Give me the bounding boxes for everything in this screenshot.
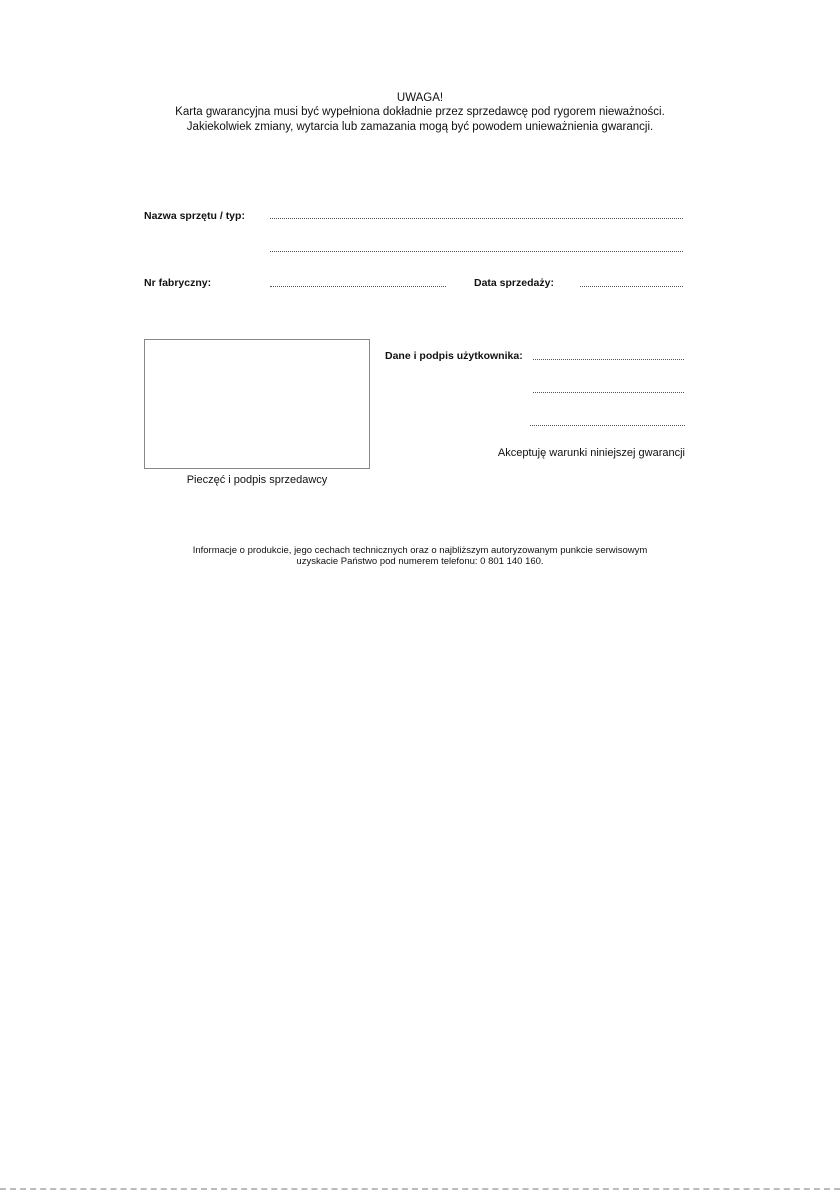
user-data-field-line-2[interactable] xyxy=(533,392,684,393)
seller-stamp-box[interactable] xyxy=(144,339,370,469)
notice-title: UWAGA! xyxy=(396,92,444,104)
sale-date-label: Data sprzedaży: xyxy=(474,277,554,289)
user-data-field-line-3[interactable] xyxy=(530,425,685,426)
serial-number-label: Nr fabryczny: xyxy=(144,277,212,289)
user-data-label: Dane i podpis użytkownika: xyxy=(385,350,523,362)
sale-date-field[interactable] xyxy=(580,286,683,287)
equipment-label: Nazwa sprzętu / typ: xyxy=(144,210,245,222)
notice-line-1: Karta gwarancyjna musi być wypełniona dokładnie przez sprzedawcę pod rygorem nieważności. xyxy=(175,106,665,118)
serial-number-field[interactable] xyxy=(270,286,446,287)
equipment-field-line-2[interactable] xyxy=(270,251,683,252)
user-data-field-line-1[interactable] xyxy=(533,359,684,360)
page-bottom-edge xyxy=(0,1188,840,1190)
footer-info-line-2: uzyskacie Państwo pod numerem telefonu: 0 801 140 160. xyxy=(296,556,544,567)
equipment-field-line-1[interactable] xyxy=(270,218,683,219)
footer-info-line-1: Informacje o produkcie, jego cechach technicznych oraz o najbliższym autoryzowanym punkcie serwisowym xyxy=(192,545,648,556)
notice-line-2: Jakiekolwiek zmiany, wytarcia lub zamazania mogą być powodem unieważnienia gwarancji. xyxy=(186,121,654,133)
seller-stamp-caption: Pieczęć i podpis sprzedawcy xyxy=(186,474,328,486)
accept-terms-text: Akceptuję warunki niniejszej gwarancji xyxy=(497,447,685,459)
